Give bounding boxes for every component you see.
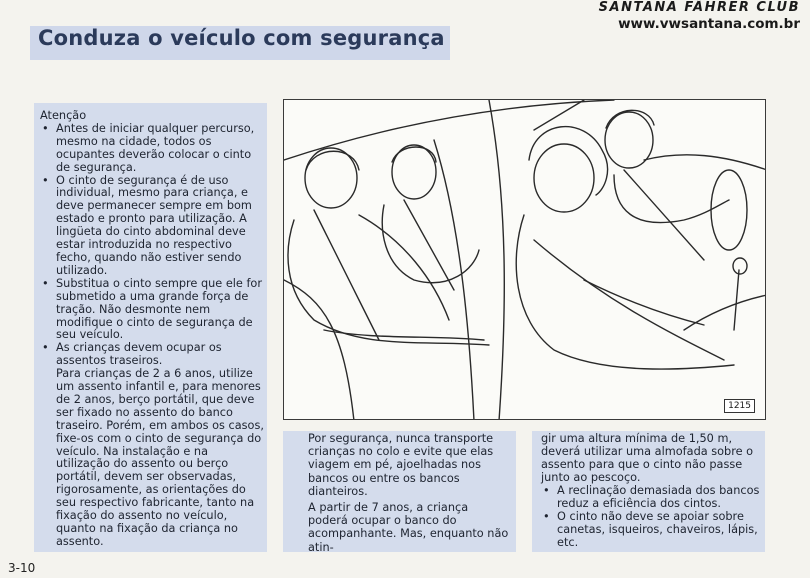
- safety-paragraph: Por segurança, nunca transporte crianças no colo e evite que elas viagem em pé, ajoelhadas nos bancos ou entre os bancos dianteiros.: [308, 432, 494, 498]
- bullet-item: • As crianças devem ocupar os assentos traseiros.: [42, 341, 222, 368]
- steering-wheel: [711, 170, 747, 250]
- club-name: SANTANA FÄHRER CLUB: [598, 0, 800, 15]
- gear-stick: [734, 270, 739, 330]
- rear-passenger-child: [382, 145, 479, 290]
- bullet-item: • O cinto não deve se apoiar sobre canetas, isqueiros, chaveiros, lápis, etc.: [543, 510, 758, 549]
- rear-passenger-boy: [288, 148, 489, 345]
- bullet-icon: •: [42, 173, 49, 187]
- bullet-item: • Antes de iniciar qualquer percurso, mesmo na cidade, todos os ocupantes deverão colocar o cinto de segurança.: [42, 121, 255, 174]
- illustration-svg: [284, 100, 766, 420]
- club-url: www.vwsantana.com.br: [618, 16, 800, 32]
- child-seat-paragraph: Para crianças de 2 a 6 anos, utilize um assento infantil e, para menores de 2 anos, berço portátil, que deve ser fixado no assento do banco traseiro. Porém, em ambos os casos, fixe-os com o cinto de segurança do veículo. Na instalação e na utilização do assento ou berço portátil, devem ser observadas, rigorosamente, as orientações do seu respectivo fabricante, tanto na fixação do assento no veículo, quanto na fixação da criança no assento.: [56, 367, 264, 548]
- height-paragraph: gir uma altura mínima de 1,50 m, deverá utilizar uma almofada sobre o assento para que o cinto não passe junto ao pescoço.: [541, 432, 754, 484]
- front-seat-edge: [489, 100, 504, 420]
- page-title: Conduza o veículo com segurança: [38, 26, 445, 50]
- figure-number: 1215: [724, 399, 755, 413]
- bullet-icon: •: [42, 341, 49, 355]
- bullet-icon: •: [42, 276, 49, 290]
- bullet-icon: •: [42, 121, 49, 135]
- windshield-line: [644, 155, 766, 170]
- gear-knob: [733, 258, 747, 274]
- page-number: 3-10: [8, 561, 36, 575]
- right-column-text: [541, 432, 763, 549]
- dashboard-line: [684, 295, 766, 330]
- bullet-icon: •: [543, 510, 550, 523]
- driver: [605, 110, 729, 260]
- car-occupants-illustration: [283, 99, 766, 420]
- bullet-item: • Substitua o cinto sempre que ele for submetido a uma grande força de tração. Não desmonte nem modifique o cinto de segurança de seu veículo.: [42, 276, 262, 342]
- bullet-icon: •: [543, 484, 550, 497]
- attention-heading: Atenção: [40, 109, 87, 122]
- middle-column-text: [308, 432, 511, 557]
- bullet-item: • O cinto de segurança é de uso individual, mesmo para criança, e deve permanecer sempre em bom estado e pronto para utilização. A lingüeta do cinto abdominal deve estar introduzida no respectivo fecho, quando não estiver sendo utilizado.: [42, 173, 252, 277]
- age-paragraph: A partir de 7 anos, a criança poderá ocupar o banco do acompanhante. Mas, enquanto não atin-: [308, 501, 509, 554]
- bullet-item: • A reclinação demasiada dos bancos reduz a eficiência dos cintos.: [543, 484, 760, 510]
- b-pillar: [434, 140, 474, 420]
- front-passenger-woman: [516, 127, 734, 369]
- left-column-text: [40, 110, 264, 549]
- rear-door: [284, 280, 354, 420]
